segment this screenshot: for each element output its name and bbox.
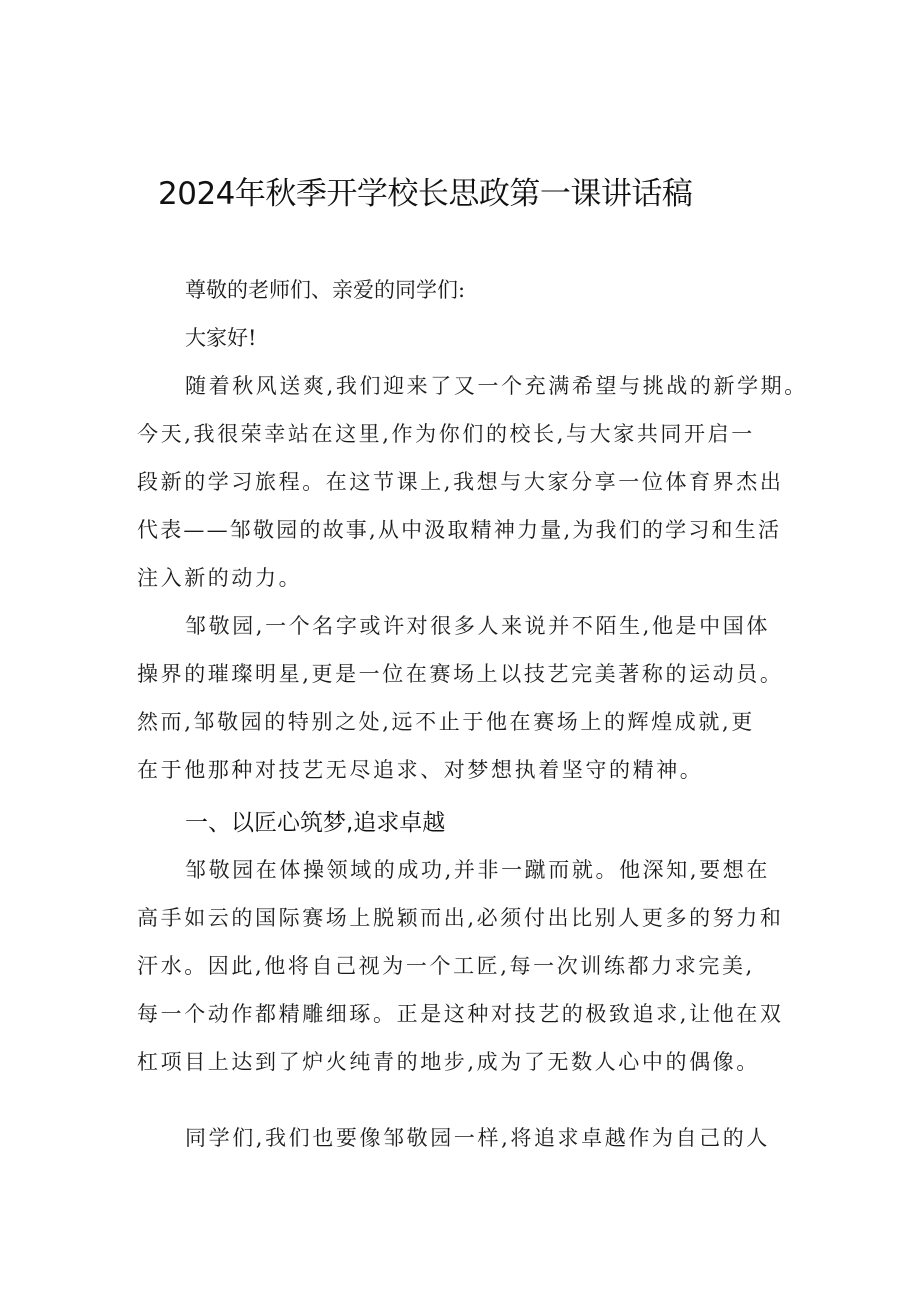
paragraph-line: 代表——邹敬园的故事,从中汲取精神力量,为我们的学习和生活 [137,518,782,542]
paragraph-line: 然而,邹敬园的特别之处,远不止于他在赛场上的辉煌成就,更 [137,710,755,734]
paragraph-line: 杠项目上达到了炉火纯青的地步,成为了无数人心中的偶像。 [137,1050,760,1074]
paragraph-line: 汗水。因此,他将自己视为一个工匠,每一次训练都力求完美, [137,954,755,978]
paragraph-line: 高手如云的国际赛场上脱颖而出,必须付出比别人更多的努力和 [137,906,784,930]
paragraph-line: 同学们,我们也要像邹敬园一样,将追求卓越作为自己的人 [185,1126,770,1150]
paragraph-line: 操界的璀璨明星,更是一位在赛场上以技艺完美著称的运动员。 [137,662,784,686]
paragraph-line: 在于他那种对技艺无尽追求、对梦想执着坚守的精神。 [137,758,704,782]
paragraph-line: 邹敬园在体操领域的成功,并非一蹴而就。他深知,要想在 [185,858,770,882]
paragraph-line: 随着秋风送爽,我们迎来了又一个充满希望与挑战的新学期。 [185,374,808,398]
paragraph-line: 每一个动作都精雕细琢。正是这种对技艺的极致追求,让他在双 [137,1002,784,1026]
salutation: 尊敬的老师们、亲爱的同学们: [185,278,466,302]
section-heading: 一、以匠心筑梦,追求卓越 [185,810,446,836]
paragraph-line: 注入新的动力。 [137,566,303,590]
document-title: 2024年秋季开学校长思政第一课讲话稿 [158,176,693,212]
paragraph-line: 今天,我很荣幸站在这里,作为你们的校长,与大家共同开启一 [137,422,755,446]
greeting: 大家好! [185,326,257,350]
paragraph-line: 段新的学习旅程。在这节课上,我想与大家分享一位体育界杰出 [137,470,784,494]
paragraph-line: 邹敬园,一个名字或许对很多人来说并不陌生,他是中国体 [185,614,770,638]
